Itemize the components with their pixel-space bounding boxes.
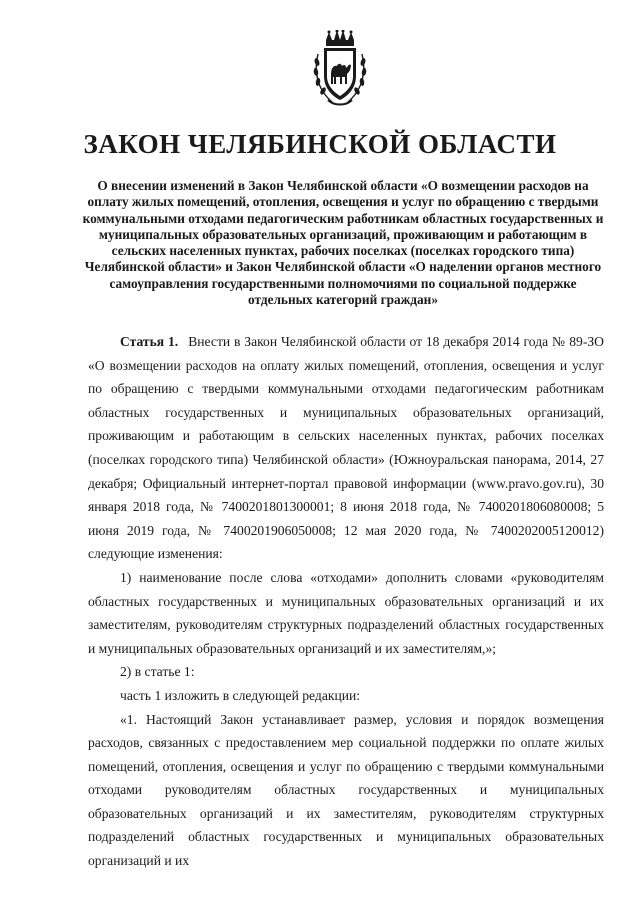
amendment-2: 2) в статье 1: bbox=[120, 664, 195, 680]
article-paragraph bbox=[88, 330, 604, 566]
article-text: Внести в Закон Челябинской области от 18 декабря 2014 года № 89-ЗО «О возмещении расходов на оплату жилых помещений, отопления, освещения и услуг по обращению с твердыми коммунальными отходами педагогическим работникам областных государственных и муниципальных образовательных организаций, проживающим и работающим в сельских населенных пунктах, рабочих поселках (поселках городского типа) Челябинской области» (Южноуральская панорама, 2014, 27 декабря; Официальный интернет-портал правовой информации (www.pravo.gov.ru), 30 января 2018 года, № 7400201801300001; 8 июня 2018 года, № 7400201806080008; 5 июня 2019 года, № 7400201906050008; 12 мая 2020 года, № 7400202005120012) следующие изменения: bbox=[88, 334, 605, 562]
article-label: Статья 1. bbox=[120, 334, 179, 349]
amendment-2-text: «1. Настоящий Закон устанавливает размер, условия и порядок возмещения расходов, связанных с предоставлением мер социальной поддержки по оплате жилых помещений, отопления, освещения и услуг по обращению с твердыми коммунальными отходами руководителям областных государственных и муниципальных образовательных организаций и их заместителям, руководителям структурных подразделений областных государственных и муниципальных образовательных организаций и их bbox=[88, 711, 604, 869]
amendment-2-intro: часть 1 изложить в следующей редакции: bbox=[120, 687, 361, 703]
amendment-1: 1) наименование после слова «отходами» дополнить словами «руководителям областных государственных и муниципальных образовательных организаций и их заместителям, руководителям структурных подразделений областных государственных и муниципальных образовательных организаций и их заместителям,»; bbox=[88, 569, 604, 656]
document-title: ЗАКОН ЧЕЛЯБИНСКОЙ ОБЛАСТИ bbox=[83, 129, 557, 159]
document-subtitle: О внесении изменений в Закон Челябинской области «О возмещении расходов на оплату жилых помещений, отопления, освещения и услуг по обращению с твердыми коммунальными отходами педагогическим работникам областных государственных и муниципальных образовательных организаций, проживающим и работающим в сельских населенных пунктах, рабочих поселках (поселках городского типа) Челябинской области» и Закон Челябинской области «О наделении органов местного самоуправления государственными полномочиями по социальной поддержке отдельных категорий граждан» bbox=[82, 178, 604, 308]
coat-of-arms-icon bbox=[312, 30, 368, 108]
document-body bbox=[88, 330, 604, 873]
